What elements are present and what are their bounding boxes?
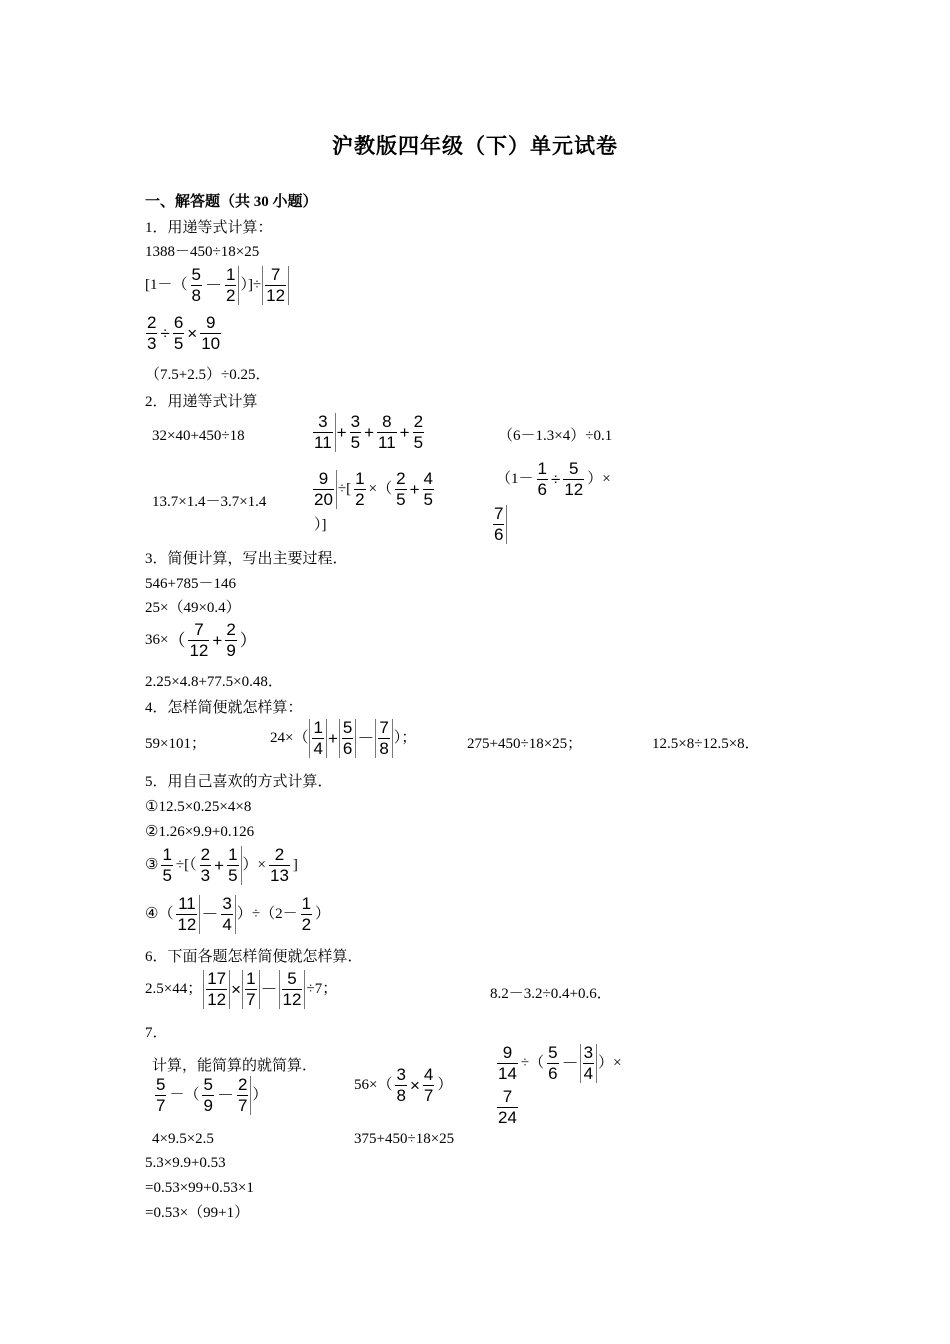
fraction: $\frac{7}{12}$ <box>262 266 289 305</box>
q5-expression-3: ③ $\frac{1}{5}$ ÷[（ $\frac{2}{3}$ + $\frac{1}{5}$ ）× $\frac{2}{13}$ ] <box>145 845 298 885</box>
fraction: $\frac{5}{12}$ <box>279 970 306 1009</box>
fraction: $\frac{2}{9}$ <box>226 620 236 660</box>
fraction: $\frac{9}{10}$ <box>201 313 221 353</box>
fraction: $\frac{9}{14}$ <box>498 1043 517 1083</box>
q2-expression-1: 32×40+450÷18 <box>152 428 245 444</box>
fraction: $\frac{1}{5}$ <box>162 845 172 885</box>
q2-expression-5: $\frac{9}{20}$ ÷[ $\frac{1}{2}$ ×（ $\frac{2}{5}$ + $\frac{4}{5}$ <box>310 470 437 509</box>
q2-expression-5-tail: ）] <box>314 517 327 533</box>
q7-intro: 计算，能简算的就简算． <box>152 1058 318 1074</box>
q3-expression-4: 2.25×4.8+77.5×0.48． <box>145 674 283 690</box>
fraction: $\frac{3}{4}$ <box>580 1044 597 1083</box>
fraction: $\frac{1}{2}$ <box>355 469 365 509</box>
q2-expression-6-fraction <box>490 505 508 544</box>
q4-expression-2: 24×（ $\frac{1}{4}$ + $\frac{5}{6}$ － $\frac{7}{8}$ ）； <box>270 718 417 758</box>
fraction: $\frac{7}{6}$ <box>491 505 507 544</box>
fraction: $\frac{6}{5}$ <box>173 313 184 353</box>
q1-expression-3: $\frac{2}{3}$ ÷ $\frac{6}{5}$ × $\frac{9}{10}$ <box>143 314 224 353</box>
q2-expression-2: $\frac{3}{11}$ + $\frac{3}{5}$ + $\frac{8}{11}$ + $\frac{2}{5}$ <box>310 413 427 452</box>
fraction: $\frac{2}{3}$ <box>200 845 211 885</box>
q2-expression-6: （1－ $\frac{1}{6}$ ÷ $\frac{5}{12}$ ）× <box>496 459 611 499</box>
q4-expression-3: 275+450÷18×25； <box>467 736 583 752</box>
q7-expression-5: 375+450÷18×25 <box>354 1131 455 1147</box>
fraction: $\frac{1}{6}$ <box>537 459 547 499</box>
question-4-label: 4．怎样简便就怎样算： <box>145 700 303 716</box>
page-title: 沪教版四年级（下）单元试卷 <box>332 134 618 158</box>
q2-expression-4: 13.7×1.4－3.7×1.4 <box>152 494 267 510</box>
q7-expression-3-fraction <box>494 1088 521 1127</box>
fraction: $\frac{5}{6}$ <box>548 1043 558 1083</box>
fraction: $\frac{2}{5}$ <box>396 469 406 509</box>
q2-expression-3: （6－1.3×4）÷0.1 <box>498 428 613 444</box>
question-7-label: 7． <box>145 1025 168 1041</box>
fraction: $\frac{5}{8}$ <box>191 265 201 305</box>
fraction: $\frac{7}{24}$ <box>498 1087 517 1127</box>
section-heading: 一、解答题（共 30 小题） <box>145 194 318 210</box>
fraction: $\frac{11}{12}$ <box>174 895 200 934</box>
q5-expression-2: ②1.26×9.9+0.126 <box>145 824 255 840</box>
fraction: $\frac{8}{11}$ <box>378 412 396 452</box>
q3-expression-3: 36× （ $\frac{7}{12}$ + $\frac{2}{9}$ ） <box>145 620 257 660</box>
fraction: $\frac{5}{7}$ <box>156 1075 166 1115</box>
q6-expression-1: 2.5×44； $\frac{17}{12}$ × $\frac{1}{7}$ － $\frac{5}{12}$ ÷7； <box>145 969 338 1009</box>
fraction: $\frac{7}{12}$ <box>189 620 209 660</box>
q1-expression-2: [1－（ $\frac{5}{8}$ － $\frac{1}{2}$ ）]÷ $\frac{7}{12}$ <box>145 266 290 305</box>
q7-expression-2: 56×（ $\frac{3}{8}$ × $\frac{4}{7}$ ） <box>354 1065 453 1105</box>
solution-line-3: =0.53×（99+1） <box>145 1205 250 1221</box>
fraction: $\frac{5}{12}$ <box>564 459 584 499</box>
fraction: $\frac{1}{7}$ <box>242 970 259 1009</box>
question-1-label: 1．用递等式计算： <box>145 220 273 236</box>
fraction: $\frac{2}{3}$ <box>147 313 157 353</box>
fraction: $\frac{5}{9}$ <box>203 1075 213 1115</box>
fraction: $\frac{2}{5}$ <box>413 412 424 452</box>
q7-expression-4: 4×9.5×2.5 <box>152 1131 214 1147</box>
fraction: $\frac{4}{7}$ <box>423 1065 434 1105</box>
fraction: $\frac{3}{5}$ <box>350 412 361 452</box>
q3-expression-2: 25×（49×0.4） <box>145 600 241 616</box>
fraction: $\frac{3}{8}$ <box>396 1065 406 1105</box>
fraction: $\frac{1}{5}$ <box>225 846 241 885</box>
question-6-label: 6．下面各题怎样简便就怎样算． <box>145 949 363 965</box>
fraction: $\frac{5}{6}$ <box>339 719 356 758</box>
fraction: $\frac{2}{13}$ <box>270 845 289 885</box>
q1-expression-4: （7.5+2.5）÷0.25． <box>145 367 271 383</box>
q4-expression-1: 59×101； <box>145 736 206 752</box>
solution-line-1: 5.3×9.9+0.53 <box>145 1155 226 1171</box>
q5-expression-1: ①12.5×0.25×4×8 <box>145 799 252 815</box>
question-3-label: 3．简便计算，写出主要过程． <box>145 551 348 567</box>
q7-expression-1: $\frac{5}{7}$ －（ $\frac{5}{9}$ － $\frac{2}{7}$ ） <box>152 1076 267 1115</box>
question-2-label: 2．用递等式计算 <box>145 394 258 410</box>
q5-expression-4: ④（ $\frac{11}{12}$ － $\frac{3}{4}$ ）÷（2－ $\frac{1}{2}$ ） <box>145 894 331 934</box>
fraction: $\frac{17}{12}$ <box>203 970 230 1009</box>
fraction: $\frac{1}{2}$ <box>301 894 312 934</box>
q7-expression-3: $\frac{9}{14}$ ÷（ $\frac{5}{6}$ － $\frac{3}{4}$ ）× <box>494 1044 622 1083</box>
q6-expression-2: 8.2－3.2÷0.4+0.6． <box>490 986 612 1002</box>
question-5-label: 5．用自己喜欢的方式计算． <box>145 774 333 790</box>
solution-line-2: =0.53×99+0.53×1 <box>145 1180 254 1196</box>
q1-expression-1: 1388－450÷18×25 <box>145 244 260 260</box>
fraction: $\frac{2}{7}$ <box>235 1076 251 1115</box>
fraction: $\frac{3}{11}$ <box>311 413 336 452</box>
q4-expression-4: 12.5×8÷12.5×8． <box>652 736 760 752</box>
fraction: $\frac{4}{5}$ <box>423 469 433 509</box>
q3-expression-1: 546+785－146 <box>145 576 236 592</box>
fraction: $\frac{1}{2}$ <box>223 266 239 305</box>
fraction: $\frac{7}{8}$ <box>375 719 392 758</box>
fraction: $\frac{9}{20}$ <box>311 470 337 509</box>
fraction: $\frac{3}{4}$ <box>219 895 235 934</box>
fraction: $\frac{1}{4}$ <box>309 719 326 758</box>
